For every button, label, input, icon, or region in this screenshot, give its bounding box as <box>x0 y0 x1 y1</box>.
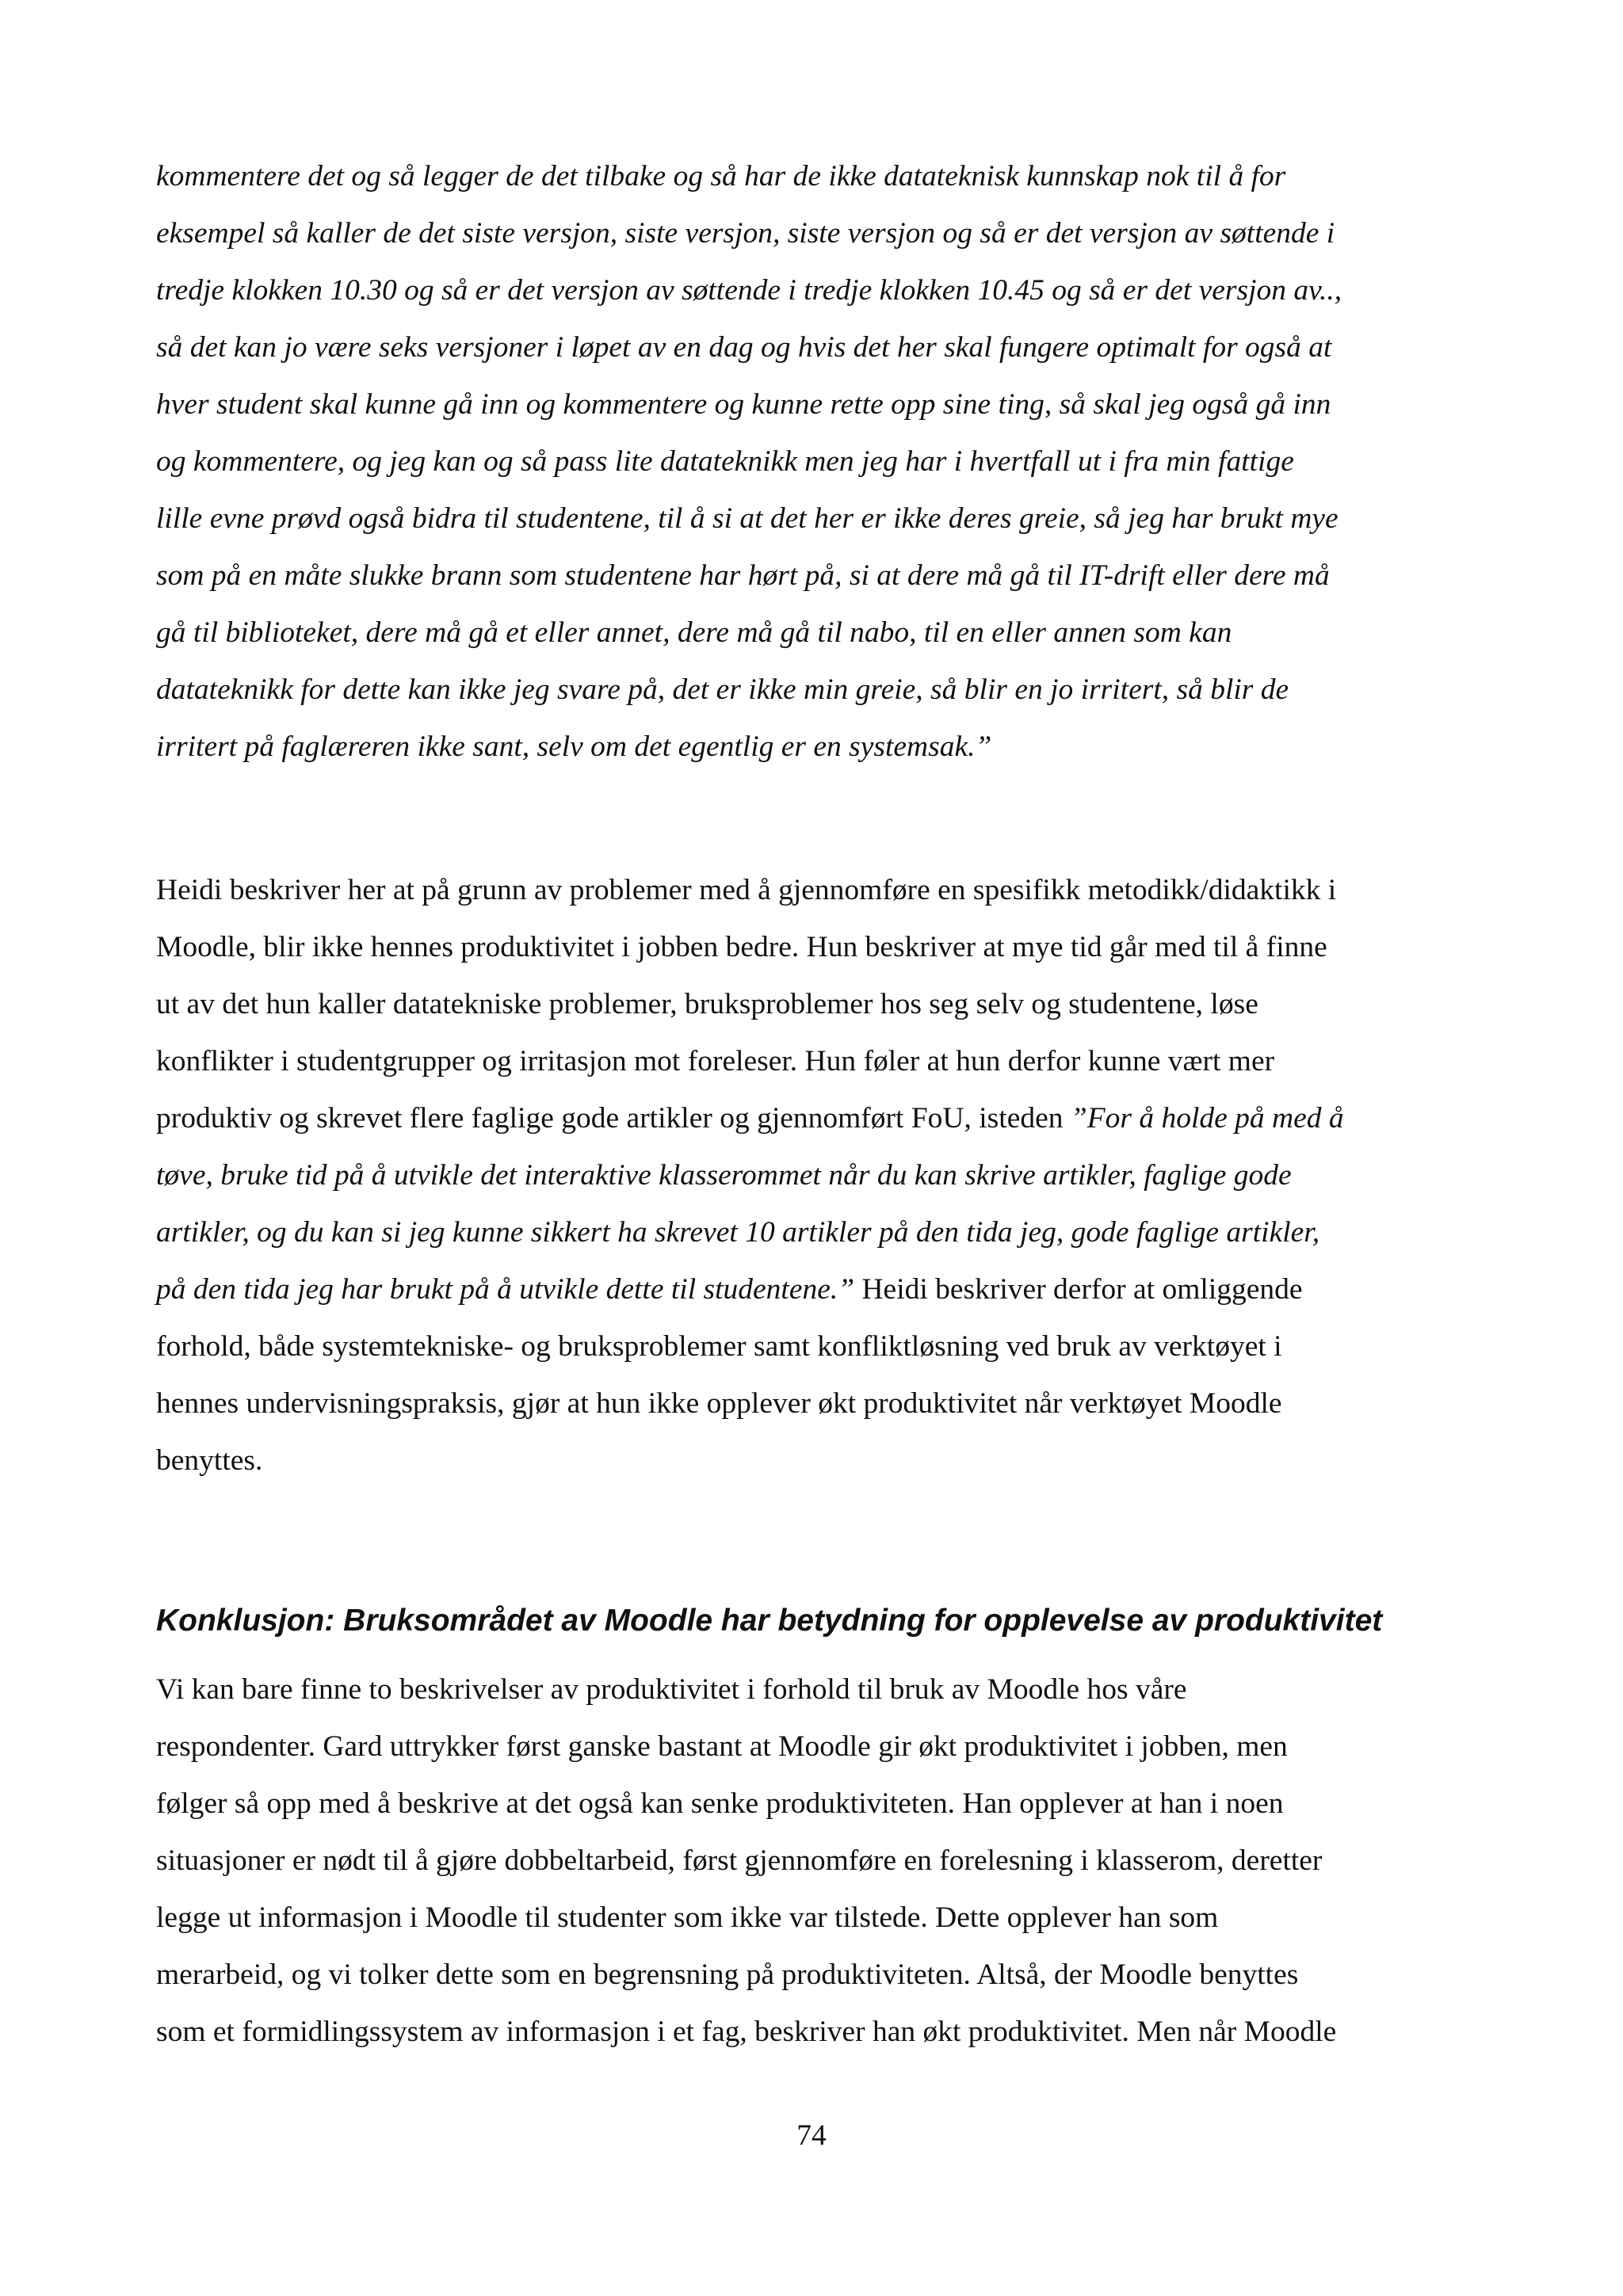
quote-line: kommentere det og så legger de det tilbake og så har de ikke datateknisk kunnskap nok til å for <box>156 160 1286 193</box>
paragraph-line: konflikter i studentgrupper og irritasjon mot foreleser. Hun føler at hun derfor kunne vært mer <box>156 1045 1275 1077</box>
quote-line: gå til biblioteket, dere må gå et eller annet, dere må gå til nabo, til en eller annen som kan <box>156 616 1232 649</box>
paragraph-line: forhold, både systemtekniske- og bruksproblemer samt konfliktløsning ved bruk av verktøyet i <box>156 1330 1282 1363</box>
section-heading: Konklusjon: Bruksområdet av Moodle har betydning for opplevelse av produktivitet <box>156 1604 1383 1638</box>
quote-line: og kommentere, og jeg kan og så pass lite datateknikk men jeg har i hvertfall ut i fra min fattige <box>156 445 1294 478</box>
paragraph-line: som et formidlingssystem av informasjon i et fag, beskriver han økt produktivitet. Men når Moodle <box>156 2016 1337 2048</box>
paragraph-text: produktiv og skrevet flere faglige gode artikler og gjennomført FoU, isteden <box>156 1102 1071 1135</box>
paragraph-line: hennes undervisningspraksis, gjør at hun ikke opplever økt produktivitet når verktøyet Moodle <box>156 1387 1282 1420</box>
paragraph-line: situasjoner er nødt til å gjøre dobbeltarbeid, først gjennomføre en forelesning i klasserom, deretter <box>156 1844 1323 1877</box>
inline-quote-line: tøve, bruke tid på å utvikle det interaktive klasserommet når du kan skrive artikler, faglige gode <box>156 1159 1292 1192</box>
paragraph-line: legge ut informasjon i Moodle til studenter som ikke var tilstede. Dette opplever han som <box>156 1901 1219 1934</box>
quote-line: eksempel så kaller de det siste versjon, siste versjon, siste versjon og så er det versjon av søttende i <box>156 217 1335 250</box>
quote-line: hver student skal kunne gå inn og kommentere og kunne rette opp sine ting, så skal jeg også gå inn <box>156 388 1331 421</box>
paragraph-line <box>156 1100 1344 1138</box>
quote-line: lille evne prøvd også bidra til studentene, til å si at det her er ikke deres greie, så jeg har brukt mye <box>156 502 1338 535</box>
paragraph-line <box>156 1271 1303 1309</box>
paragraph-text: Heidi beskriver derfor at omliggende <box>854 1273 1303 1306</box>
inline-quote: ”For å holde på med å <box>1070 1102 1344 1135</box>
inline-quote: på den tida jeg har brukt på å utvikle dette til studentene.” <box>156 1273 855 1306</box>
paragraph-line: respondenter. Gard uttrykker først ganske bastant at Moodle gir økt produktivitet i jobben, men <box>156 1730 1288 1763</box>
inline-quote-line: artikler, og du kan si jeg kunne sikkert ha skrevet 10 artikler på den tida jeg, gode faglige artikler, <box>156 1216 1320 1249</box>
quote-line: tredje klokken 10.30 og så er det versjon av søttende i tredje klokken 10.45 og så er det versjon av.., <box>156 274 1342 307</box>
quote-line: datateknikk for dette kan ikke jeg svare på, det er ikke min greie, så blir en jo irritert, så blir de <box>156 673 1289 706</box>
quote-line: som på en måte slukke brann som studentene har hørt på, si at dere må gå til IT-drift eller dere må <box>156 559 1330 592</box>
page-number: 74 <box>796 2119 827 2152</box>
paragraph-line: Vi kan bare finne to beskrivelser av produktivitet i forhold til bruk av Moodle hos våre <box>156 1673 1187 1706</box>
paragraph-line: benyttes. <box>156 1444 263 1477</box>
paragraph-line: merarbeid, og vi tolker dette som en begrensning på produktiviteten. Altså, der Moodle benyttes <box>156 1958 1299 1991</box>
paragraph-line: Heidi beskriver her at på grunn av problemer med å gjennomføre en spesifikk metodikk/didaktikk i <box>156 874 1337 906</box>
paragraph-line: Moodle, blir ikke hennes produktivitet i jobben bedre. Hun beskriver at mye tid går med til å finne <box>156 931 1327 963</box>
quote-line: irritert på faglæreren ikke sant, selv om det egentlig er en systemsak.” <box>156 730 992 763</box>
paragraph-line: følger så opp med å beskrive at det også kan senke produktiviteten. Han opplever at han i noen <box>156 1787 1284 1820</box>
paragraph-line: ut av det hun kaller datatekniske problemer, bruksproblemer hos seg selv og studentene, løse <box>156 988 1258 1020</box>
quote-line: så det kan jo være seks versjoner i løpet av en dag og hvis det her skal fungere optimalt for også at <box>156 331 1332 364</box>
